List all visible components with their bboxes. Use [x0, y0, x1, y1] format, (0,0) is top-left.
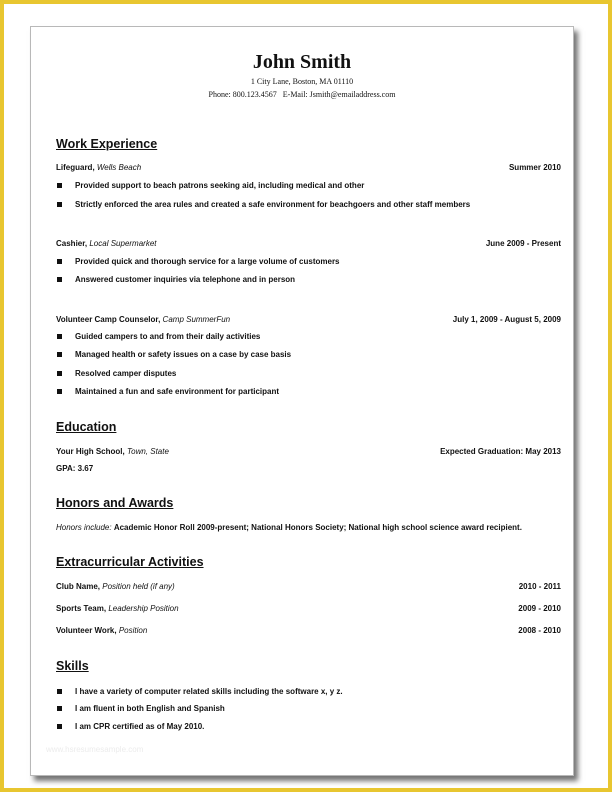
- bullet-text: Guided campers to and from their daily activities: [75, 332, 261, 341]
- bullet-icon: [57, 724, 62, 729]
- bullet-icon: [57, 334, 62, 339]
- activity-row: [56, 604, 561, 613]
- list-item: [56, 350, 291, 359]
- resume-name: John Smith: [252, 51, 352, 73]
- bullet-text: I am CPR certified as of May 2010.: [75, 722, 205, 731]
- list-item: [56, 332, 260, 341]
- bullet-icon: [57, 352, 62, 357]
- list-item: [56, 369, 176, 378]
- bullet-text: Managed health or safety issues on a case by case basis: [75, 350, 292, 359]
- section-heading-skills: Skills: [56, 659, 89, 673]
- bullet-icon: [57, 259, 62, 264]
- activity-name: Sports Team,: [56, 604, 109, 613]
- graduation-date: Expected Graduation: May 2013: [440, 447, 561, 456]
- job-row: [56, 239, 561, 248]
- section-heading-work: Work Experience: [56, 137, 158, 151]
- education-row: [56, 447, 561, 456]
- bullet-text: Maintained a fun and safe environment for participant: [75, 387, 280, 396]
- job-row: [56, 315, 561, 324]
- bullet-icon: [57, 371, 62, 376]
- job-title: Volunteer Camp Counselor,: [56, 315, 163, 324]
- job-date: Summer 2010: [508, 163, 561, 172]
- job-date: June 2009 - Present: [485, 239, 561, 248]
- activity-role: Position held (if any): [102, 582, 175, 591]
- bullet-icon: [57, 689, 62, 694]
- activity-role: Leadership Position: [108, 604, 179, 613]
- honors-list: Academic Honor Roll 2009-present; National Honors Society; National high school science award recipient.: [113, 523, 522, 532]
- school-location: Town, State: [126, 447, 169, 456]
- bullet-icon: [57, 202, 62, 207]
- bullet-text: Provided quick and thorough service for a large volume of customers: [75, 257, 340, 266]
- bullet-icon: [57, 277, 62, 282]
- job-org: Local Supermarket: [89, 239, 157, 248]
- watermark: www.hsresumesample.com: [46, 745, 144, 754]
- list-item: [56, 275, 295, 284]
- contact-phone-email: Phone: 800.123.4567 E-Mail: Jsmith@emailaddress.com: [208, 90, 396, 99]
- bullet-text: I am fluent in both English and Spanish: [75, 704, 225, 713]
- activity-name: Club Name,: [56, 582, 103, 591]
- list-item: [56, 181, 364, 190]
- job-org: Wells Beach: [96, 163, 142, 172]
- list-item: [56, 387, 279, 396]
- job-date: July 1, 2009 - August 5, 2009: [452, 315, 561, 324]
- bullet-text: Resolved camper disputes: [75, 369, 177, 378]
- honors-text: [56, 523, 522, 532]
- list-item: [56, 704, 225, 713]
- resume-page: [30, 26, 574, 776]
- list-item: [56, 200, 470, 209]
- activity-row: [56, 582, 561, 591]
- bullet-icon: [57, 706, 62, 711]
- activity-name: Volunteer Work,: [56, 626, 119, 635]
- job-org: Camp SummerFun: [162, 315, 231, 324]
- honors-label: Honors include:: [56, 523, 114, 532]
- list-item: [56, 722, 204, 731]
- activity-date: 2009 - 2010: [518, 604, 561, 613]
- bullet-text: Answered customer inquiries via telephone and in person: [75, 275, 296, 284]
- section-heading-education: Education: [56, 420, 117, 434]
- section-heading-extracurricular: Extracurricular Activities: [56, 555, 204, 569]
- contact-address: 1 City Lane, Boston, MA 01110: [250, 77, 354, 86]
- activity-date: 2008 - 2010: [518, 626, 561, 635]
- school-name: Your High School,: [56, 447, 127, 456]
- activity-role: Position: [118, 626, 148, 635]
- list-item: [56, 687, 343, 696]
- gpa: GPA: 3.67: [56, 464, 94, 473]
- job-title: Lifeguard,: [56, 163, 97, 172]
- activity-row: [56, 626, 561, 635]
- activity-date: 2010 - 2011: [518, 582, 561, 591]
- bullet-text: I have a variety of computer related skills including the software x, y z.: [75, 687, 343, 696]
- bullet-text: Provided support to beach patrons seeking aid, including medical and other: [75, 181, 365, 190]
- bullet-icon: [57, 389, 62, 394]
- job-row: [56, 163, 561, 172]
- bullet-text: Strictly enforced the area rules and created a safe environment for beachgoers and other staff members: [75, 200, 471, 209]
- bullet-icon: [57, 183, 62, 188]
- list-item: [56, 257, 340, 266]
- job-title: Cashier,: [56, 239, 90, 248]
- section-heading-honors: Honors and Awards: [56, 496, 174, 510]
- page-frame: [4, 4, 608, 788]
